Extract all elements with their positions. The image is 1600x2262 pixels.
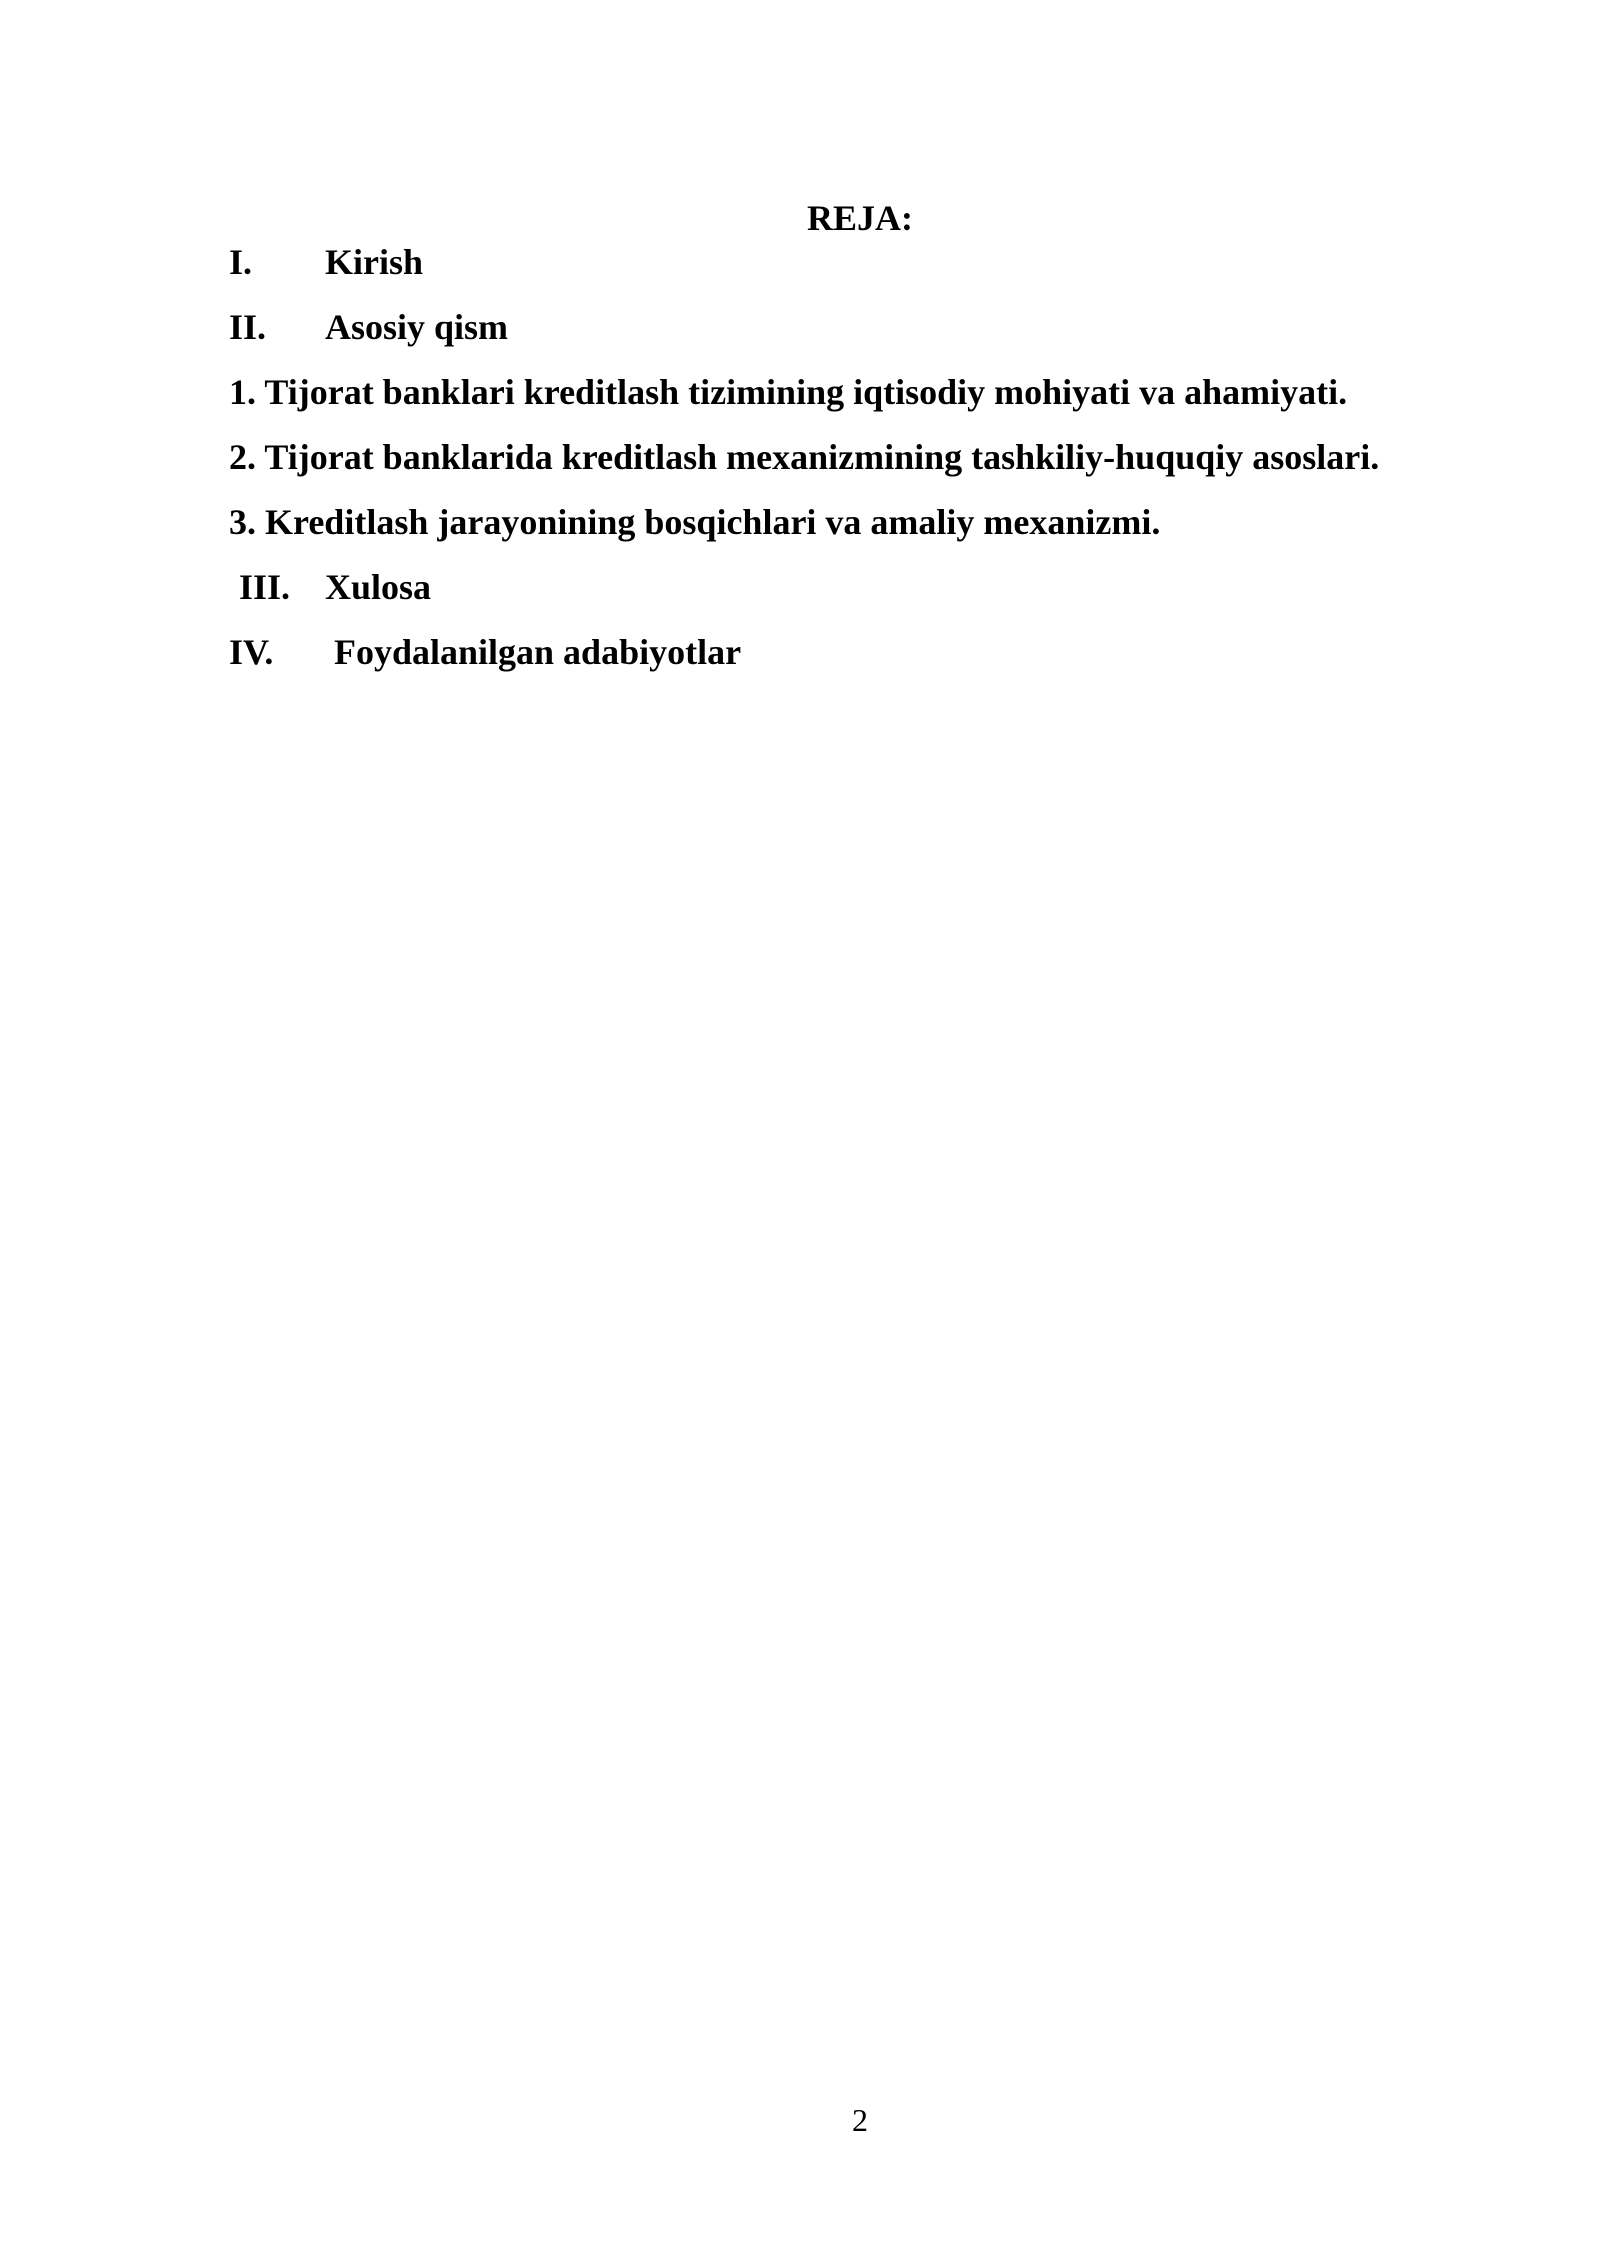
plan-item-text: Foydalanilgan adabiyotlar [334, 632, 742, 672]
plan-item-text: Asosiy qism [325, 307, 509, 347]
plan-item-text: Xulosa [325, 567, 432, 607]
plan-list [229, 240, 1489, 695]
plan-subitem-text: Tijorat banklari kreditlash tizimining iqtisodiy mohiyati va ahamiyati. [264, 372, 1348, 412]
plan-item-number: I. [229, 242, 253, 282]
plan-subitem-number: 3. [229, 502, 265, 542]
plan-item-number: II. [229, 307, 267, 347]
plan-item-text: Kirish [325, 242, 424, 282]
plan-item-number: IV. [229, 632, 274, 672]
plan-subitem-3 [229, 500, 1489, 565]
plan-title: REJA: [807, 198, 913, 238]
plan-item-main-part [229, 305, 1489, 370]
plan-item-number: III. [239, 567, 291, 607]
plan-subitem-text: Kreditlash jarayonining bosqichlari va amaliy mexanizmi. [265, 502, 1161, 542]
plan-subitem-text: Tijorat banklarida kreditlash mexanizmining tashkiliy-huquqiy asoslari. [264, 437, 1380, 477]
plan-item-intro [229, 240, 1489, 305]
plan-subitem-2 [229, 435, 1489, 500]
plan-subitem-number: 1. [229, 372, 265, 412]
plan-subitem-1 [229, 370, 1489, 435]
plan-subitem-number: 2. [229, 437, 265, 477]
page-number: 2 [852, 2102, 868, 2138]
plan-item-references [229, 630, 1489, 695]
plan-item-conclusion [229, 565, 1489, 630]
